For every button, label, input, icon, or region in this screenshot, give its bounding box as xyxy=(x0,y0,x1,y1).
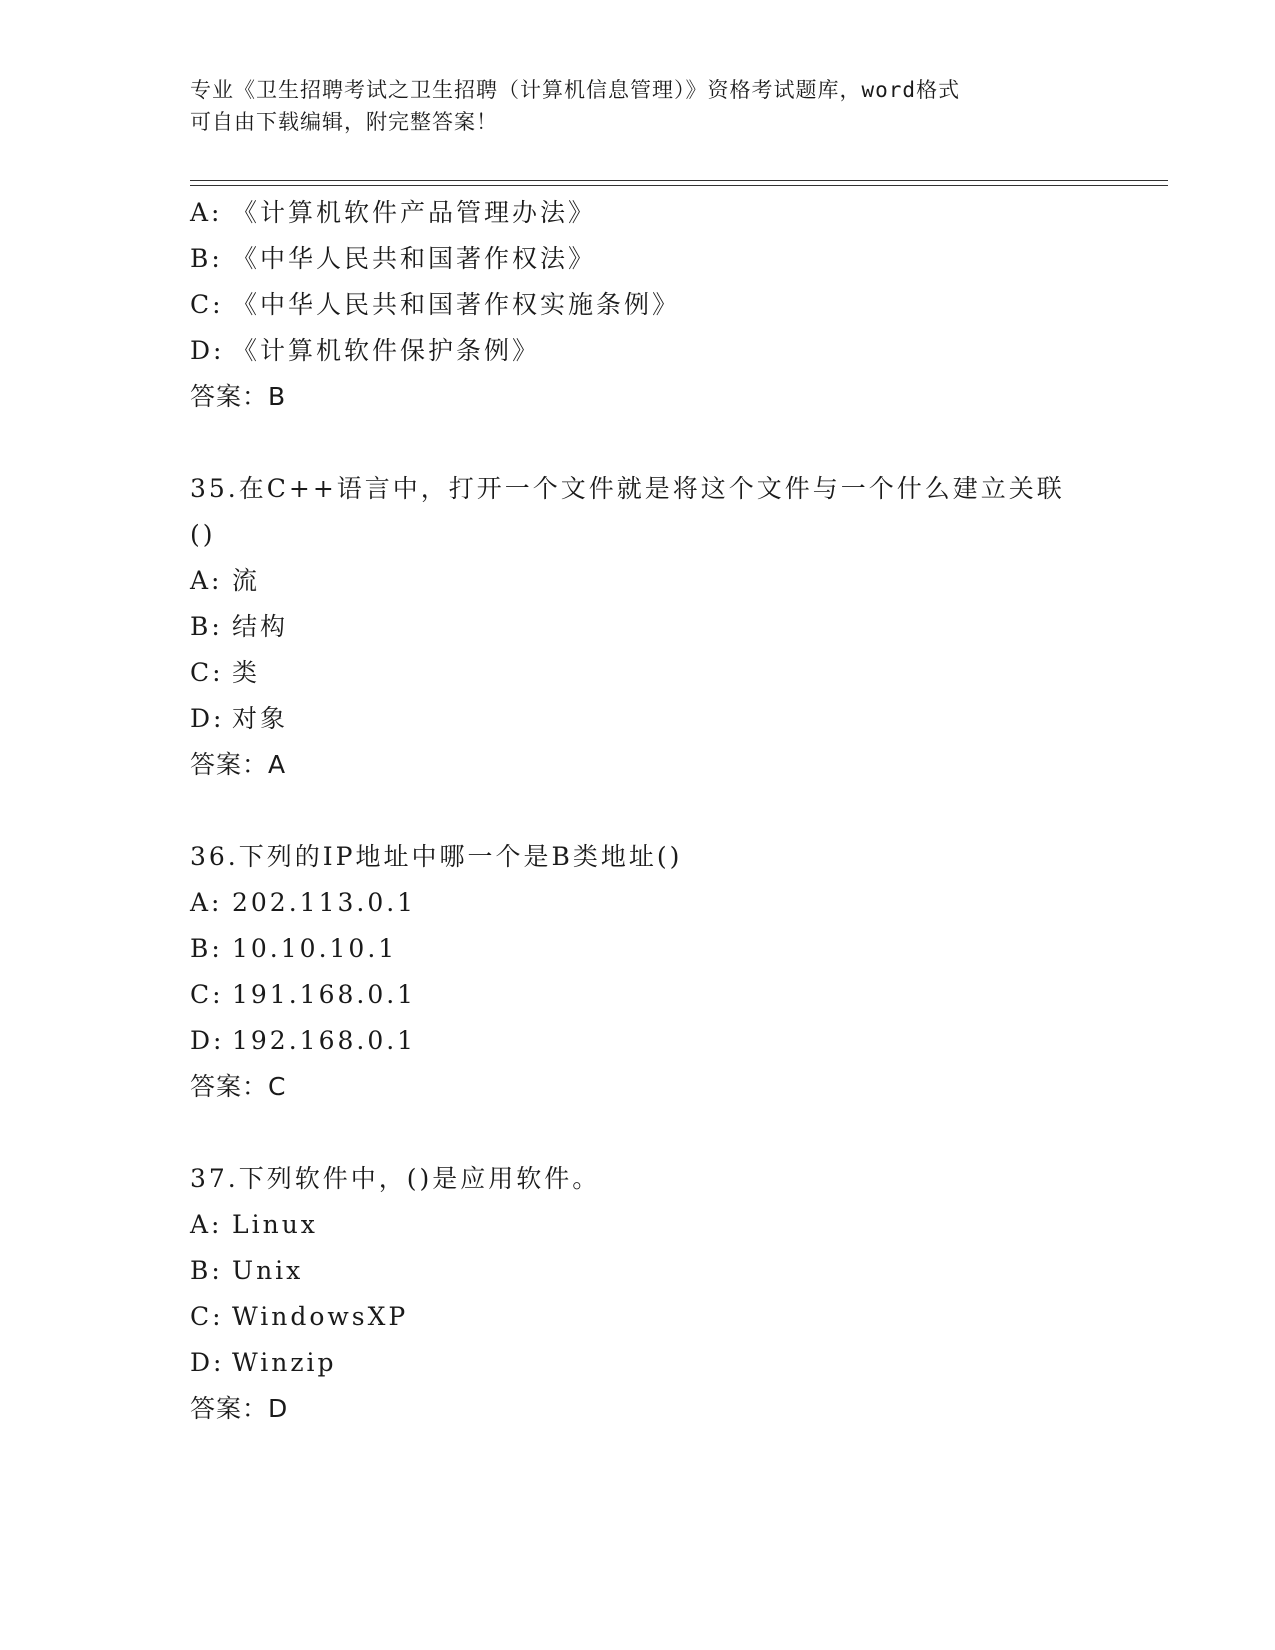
option-letter: A: xyxy=(190,566,223,595)
question-text: 35.在C++语言中，打开一个文件就是将这个文件与一个什么建立关联 xyxy=(190,474,1065,503)
option-text: 对象 xyxy=(232,704,289,733)
document-header xyxy=(190,74,1090,138)
question-block xyxy=(190,834,1110,1110)
question-text-continued: () xyxy=(190,520,216,549)
option-row xyxy=(190,1248,1110,1294)
block-spacer xyxy=(190,788,1110,834)
option-row xyxy=(190,1202,1110,1248)
question-list xyxy=(190,190,1110,1432)
answer-line: 答案：D xyxy=(190,1394,289,1423)
option-text: Winzip xyxy=(232,1348,337,1377)
option-letter: C: xyxy=(190,980,224,1009)
block-spacer xyxy=(190,420,1110,466)
option-letter: A: xyxy=(190,888,223,917)
option-row xyxy=(190,972,1110,1018)
answer-line: 答案：A xyxy=(190,750,287,779)
header-divider-bottom xyxy=(190,185,1168,186)
question-block xyxy=(190,1156,1110,1432)
option-letter: B: xyxy=(190,244,223,273)
option-letter: B: xyxy=(190,612,223,641)
option-text: 类 xyxy=(232,658,261,687)
option-row xyxy=(190,282,1110,328)
option-row xyxy=(190,236,1110,282)
option-row xyxy=(190,650,1110,696)
option-letter: D: xyxy=(190,704,225,733)
header-divider-top xyxy=(190,180,1168,181)
option-row xyxy=(190,604,1110,650)
header-line-2: 可自由下载编辑，附完整答案！ xyxy=(190,110,498,134)
option-text: 《中华人民共和国著作权法》 xyxy=(232,244,597,273)
question-block xyxy=(190,466,1110,788)
option-text: 结构 xyxy=(232,612,289,641)
option-row xyxy=(190,926,1110,972)
option-row xyxy=(190,696,1110,742)
option-row xyxy=(190,328,1110,374)
option-letter: B: xyxy=(190,1256,223,1285)
option-letter: C: xyxy=(190,290,224,319)
option-text: 《中华人民共和国著作权实施条例》 xyxy=(232,290,681,319)
option-letter: D: xyxy=(190,1026,225,1055)
option-text: 《计算机软件保护条例》 xyxy=(232,336,541,365)
option-text: Unix xyxy=(232,1256,304,1285)
option-letter: D: xyxy=(190,336,225,365)
block-spacer xyxy=(190,1110,1110,1156)
option-text: WindowsXP xyxy=(232,1302,409,1331)
answer-line: 答案：B xyxy=(190,382,287,411)
option-letter: A: xyxy=(190,1210,223,1239)
option-row xyxy=(190,190,1110,236)
option-letter: B: xyxy=(190,934,223,963)
option-text: Linux xyxy=(232,1210,318,1239)
answer-line: 答案：C xyxy=(190,1072,287,1101)
option-letter: D: xyxy=(190,1348,225,1377)
option-text: 10.10.10.1 xyxy=(232,934,398,963)
question-block xyxy=(190,190,1110,420)
option-row xyxy=(190,558,1110,604)
option-letter: C: xyxy=(190,1302,224,1331)
option-row xyxy=(190,1018,1110,1064)
option-letter: A: xyxy=(190,198,223,227)
option-row xyxy=(190,1340,1110,1386)
question-text: 36.下列的IP地址中哪一个是B类地址() xyxy=(190,842,683,871)
option-text: 202.113.0.1 xyxy=(232,888,417,917)
option-row xyxy=(190,880,1110,926)
question-text: 37.下列软件中，()是应用软件。 xyxy=(190,1164,601,1193)
option-text: 191.168.0.1 xyxy=(232,980,417,1009)
option-text: 流 xyxy=(232,566,261,595)
option-row xyxy=(190,1294,1110,1340)
option-text: 192.168.0.1 xyxy=(232,1026,417,1055)
option-text: 《计算机软件产品管理办法》 xyxy=(232,198,597,227)
option-letter: C: xyxy=(190,658,224,687)
header-line-1: 专业《卫生招聘考试之卫生招聘（计算机信息管理）》资格考试题库，word格式 xyxy=(190,78,961,102)
